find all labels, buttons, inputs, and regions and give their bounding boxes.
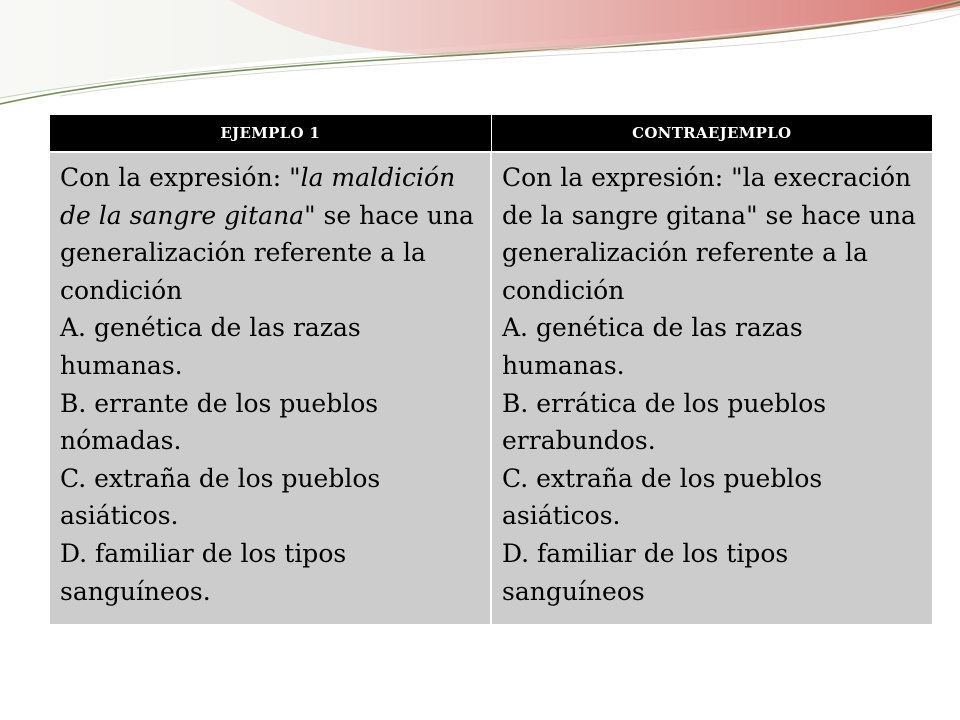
example-phrase: la maldición de la sangre gitana (60, 163, 456, 230)
counterexample-option-b: B. errática de los pueblos errabundos. (502, 388, 827, 456)
counterexample-phrase: la execración de la sangre gitana (502, 163, 912, 230)
counterexample-stem-end: " se hace una generalización referente a la condición (502, 200, 916, 305)
example-stem (60, 159, 480, 309)
example-cell (50, 152, 491, 625)
decorative-swoosh (0, 0, 960, 120)
counterexample-option-d: D. familiar de los tipos sanguíneos (502, 538, 789, 606)
example-option-d: D. familiar de los tipos sanguíneos. (60, 538, 347, 606)
example-stem-end: " se hace una generalización referente a la condición (60, 200, 474, 305)
counterexample-option-c: C. extraña de los pueblos asiáticos. (502, 463, 823, 531)
counterexample-stem-start: Con la expresión: " (502, 163, 743, 192)
example-option-a: A. genética de las razas humanas. (60, 313, 361, 380)
comparison-table-wrapper (50, 115, 932, 626)
comparison-table (50, 115, 932, 626)
example-stem-start: Con la expresión: " (60, 163, 301, 192)
example-option-b: B. errante de los pueblos nómadas. (60, 388, 379, 456)
counterexample-cell (491, 152, 932, 625)
example-option-c: C. extraña de los pueblos asiáticos. (60, 463, 381, 531)
header-ejemplo: EJEMPLO 1 (50, 115, 491, 152)
counterexample-option-a: A. genética de las razas humanas. (502, 313, 803, 380)
counterexample-stem (502, 159, 922, 309)
header-contraejemplo: CONTRAEJEMPLO (491, 115, 932, 152)
content-row (50, 152, 932, 625)
header-row (50, 115, 932, 152)
